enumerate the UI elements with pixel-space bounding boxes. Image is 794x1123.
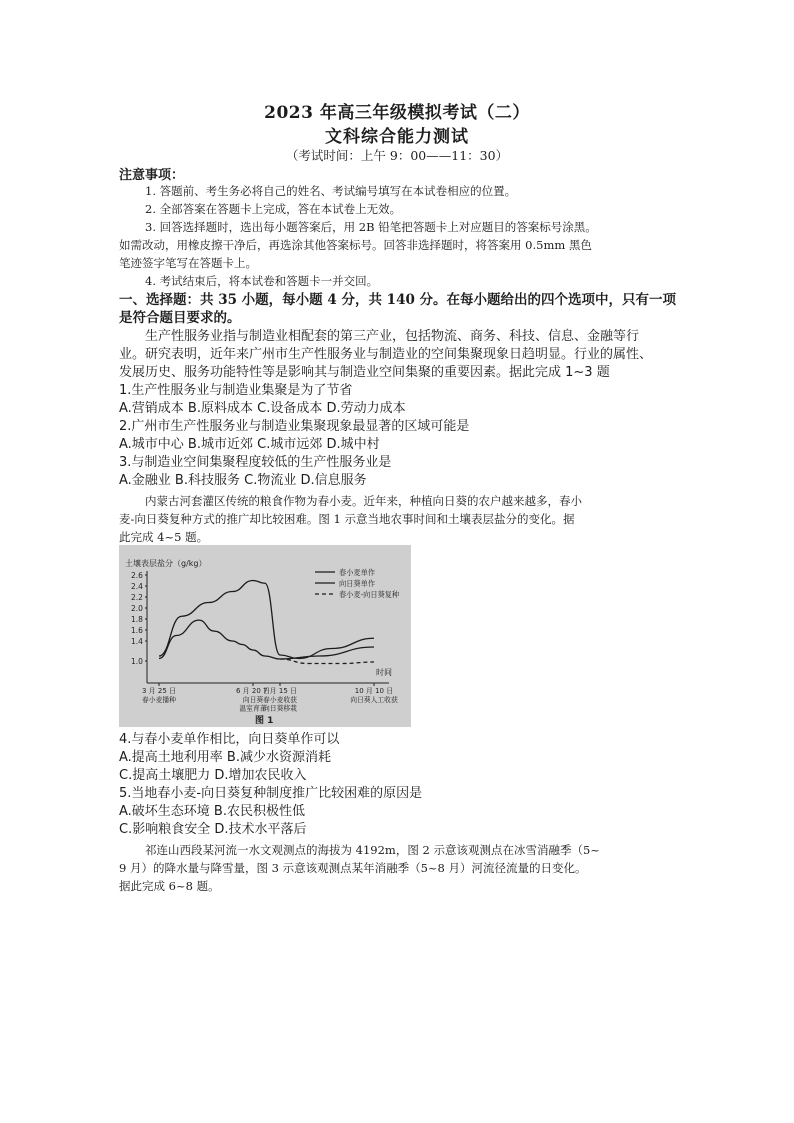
- y-tick-label: 2.4: [131, 582, 143, 591]
- y-tick-label: 2.0: [131, 604, 143, 613]
- question-line: 1.生产性服务业与制造业集聚是为了节省: [119, 383, 353, 398]
- passage-line: 麦-向日葵复种方式的推广却比较困难。图 1 示意当地农事时间和土壤表层盐分的变化。据: [119, 512, 575, 526]
- question-line: 4.与春小麦单作相比，向日葵单作可以: [119, 732, 340, 747]
- legend-label: 春小麦-向日葵复种: [339, 590, 400, 599]
- question-line: 3.与制造业空间集聚程度较低的生产性服务业是: [119, 455, 392, 470]
- passage-line: 业。研究表明，近年来广州市生产性服务业与制造业的空间集聚现象日趋明显。行业的属性、: [119, 347, 653, 362]
- passage-line: 9 月）的降水量与降雪量，图 3 示意该观测点某年消融季（5~8 月）河流径流量的日变化。: [119, 861, 587, 875]
- section-title: 一、选择题：共 35 小题，每小题 4 分，共 140 分。在每小题给出的四个选项中，只有一项: [119, 292, 677, 308]
- question-line: 2.广州市生产性服务业与制造业集聚现象最显著的区域可能是: [119, 419, 470, 434]
- y-axis-title: 土壤表层盐分（g/kg）: [125, 559, 207, 568]
- y-tick-label: 2.6: [131, 571, 143, 580]
- figure-caption: 图 1: [255, 716, 274, 726]
- passage-line: 生产性服务业指与制造业相配套的第三产业，包括物流、商务、科技、信息、金融等行: [145, 329, 640, 344]
- figure-1-salinity-chart: [119, 545, 411, 727]
- question-line: 5.当地春小麦-向日葵复种制度推广比较困难的原因是: [119, 786, 423, 801]
- note-wheat-harvest-sunflower-transplant: 向日葵移栽: [263, 704, 297, 713]
- question-options: A.金融业 B.科技服务 C.物流业 D.信息服务: [119, 473, 367, 488]
- y-tick-label: 2.2: [131, 593, 143, 602]
- passage-line: 据此完成 6~8 题。: [119, 879, 220, 893]
- x-tick-label: 7 月 15 日: [262, 687, 298, 695]
- question-options: C.提高土壤肥力 D.增加农民收入: [119, 768, 307, 783]
- passage-line: 发展历史、服务功能特性等是影响其与制造业空间集聚的重要因素。据此完成 1~3 题: [119, 365, 610, 380]
- passage-line: 此完成 4~5 题。: [119, 530, 209, 544]
- exam-subtitle: 文科综合能力测试: [325, 127, 469, 147]
- series-spring-wheat-single: [159, 620, 374, 659]
- series-wheat-sunflower-double: [280, 659, 374, 664]
- notice-line: 4. 考试结束后，将本试卷和答题卡一并交回。: [145, 274, 379, 288]
- x-tick-label: 6 月 20 日: [235, 687, 271, 695]
- exam-title: 2023 年高三年级模拟考试（二）: [264, 103, 530, 123]
- question-options: A.城市中心 B.城市近郊 C.城市远郊 D.城中村: [119, 437, 380, 452]
- section-title-cont: 是符合题目要求的。: [119, 310, 241, 326]
- legend-label: 春小麦单作: [339, 568, 375, 577]
- question-options: A.破坏生态环境 B.农民积极性低: [119, 804, 305, 819]
- x-tick-label: 10 月 10 日: [354, 687, 394, 695]
- question-options: A.营销成本 B.原料成本 C.设备成本 D.劳动力成本: [119, 401, 406, 416]
- question-options: A.提高土地利用率 B.减少水资源消耗: [119, 750, 331, 765]
- notice-line: 3. 回答选择题时，选出每小题答案后，用 2B 铅笔把答题卡上对应题目的答案标号涂黑。: [145, 220, 597, 234]
- note-sunflower-harvest: 向日葵人工收获: [350, 696, 398, 704]
- x-tick-label: 3 月 25 日: [141, 687, 177, 695]
- passage-line: 祁连山西段某河流一水文观测点的海拔为 4192m，图 2 示意该观测点在冰雪消融季（5~: [145, 843, 600, 857]
- question-options: C.影响粮食安全 D.技术水平落后: [119, 822, 307, 837]
- y-tick-label: 1.8: [131, 615, 143, 624]
- note-sunflower-seedling: 向日葵: [242, 696, 264, 704]
- note-wheat-harvest-sunflower-transplant: 春小麦收获: [263, 696, 297, 704]
- notice-line: 2. 全部答案在答题卡上完成，答在本试卷上无效。: [145, 202, 402, 216]
- note-sunflower-seedling: 温室育苗: [239, 704, 267, 713]
- passage-line: 内蒙古河套灌区传统的粮食作物为春小麦。近年来，种植向日葵的农户越来越多，春小: [145, 494, 582, 508]
- x-axis-title: 时间: [376, 668, 392, 677]
- notice-heading: 注意事项：: [119, 168, 185, 183]
- exam-time: （考试时间：上午 9：00——11：30）: [285, 148, 509, 163]
- y-tick-label: 1.4: [131, 637, 143, 646]
- notice-line: 如需改动，用橡皮擦干净后，再选涂其他答案标号。回答非选择题时，将答案用 0.5mm 黑色: [119, 238, 592, 252]
- notice-line: 笔迹签字笔写在答题卡上。: [119, 256, 257, 270]
- y-tick-label: 1.0: [131, 657, 143, 666]
- note-spring-wheat-sowing: 春小麦播种: [142, 696, 176, 704]
- notice-line: 1. 答题前、考生务必将自己的姓名、考试编号填写在本试卷相应的位置。: [145, 184, 517, 198]
- y-tick-label: 1.6: [131, 626, 143, 635]
- legend-label: 向日葵单作: [339, 579, 375, 588]
